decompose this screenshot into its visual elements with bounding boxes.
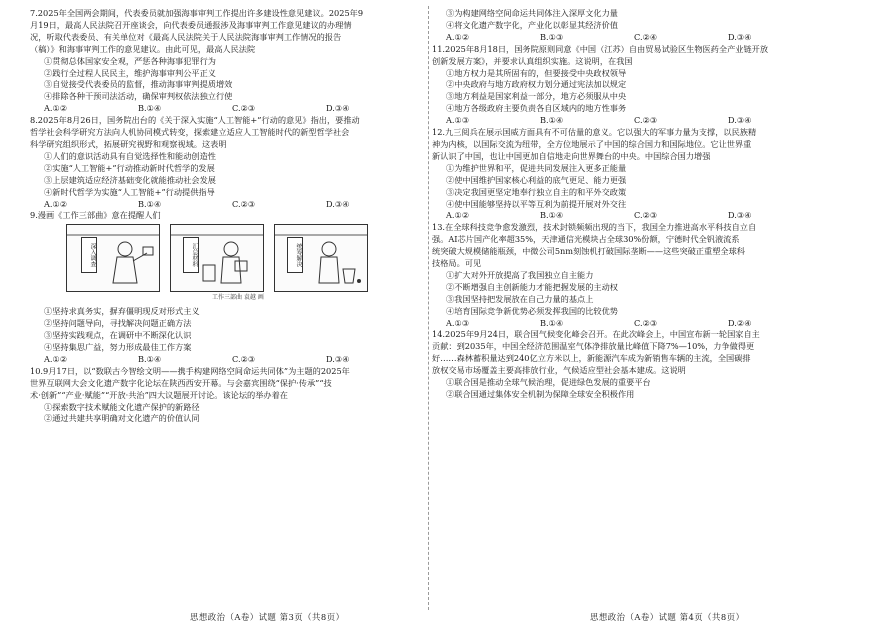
question-line: 况，听取代表委员、有关单位对《最高人民法院关于人民法院海事审判工作情况的报告 (30, 31, 342, 42)
choice-a: A.①② (44, 198, 68, 209)
statement-option: ①扩大对外开放提高了我国独立自主能力 (446, 269, 594, 280)
question-13 (432, 222, 836, 329)
choice-a: A.①② (446, 210, 470, 221)
comic-sign-1: 深入调查 (81, 237, 97, 273)
comic-sign-3: 统筹解决 (287, 237, 303, 273)
answer-choices (30, 199, 434, 211)
statement-option: ④新时代哲学为实施“人工智能+”行动提供指导 (44, 186, 215, 197)
choice-b: B.①④ (540, 317, 564, 328)
statement-option: ①人们的意识活动具有自觉选择性和能动创造性 (44, 150, 216, 161)
question-line: 11.2025年8月18日，国务院原则同意《中国（江苏）自由贸易试验区生物医药全产业链开放 (432, 43, 769, 54)
comic-image (66, 224, 366, 304)
statement-option: ③上层建筑适应经济基础变化就能推动社会发展 (44, 174, 216, 185)
choice-b: B.①③ (540, 31, 564, 42)
comic-panel-2 (170, 224, 264, 292)
choice-a: A.①② (446, 31, 470, 42)
choice-b: B.①④ (540, 115, 564, 126)
question-10-continued (432, 8, 836, 44)
comic-caption: 工作三部曲 袁越 画 (212, 294, 264, 302)
choice-a: A.①② (44, 103, 68, 114)
statement-option: ④使中国能够坚持以平等互利为前提开展对外交往 (446, 198, 627, 209)
statement-option: ④培育国际竞争新优势必须发挥我国的比较优势 (446, 305, 618, 316)
statement-option: ③我国坚持把发展放在自己力量的基点上 (446, 293, 594, 304)
left-column (30, 8, 434, 425)
question-line: （稿）》和海事审判工作的意见建议。由此可见，最高人民法院 (30, 43, 256, 54)
statement-option: ①贯彻总体国家安全观，严惩各种海事犯罪行为 (44, 55, 216, 66)
choice-b: B.①④ (138, 353, 162, 364)
statement-option: ②践行全过程人民民主，维护海事审判公平正义 (44, 67, 216, 78)
question-7 (30, 8, 434, 115)
statement-option: ②实施“人工智能+”行动推动新时代哲学的发展 (44, 162, 215, 173)
choice-c: C.②③ (634, 210, 658, 221)
statement-option: ②使中国维护国家核心利益的底气更足、能力更强 (446, 174, 627, 185)
choice-c: C.②③ (232, 353, 256, 364)
question-line: 12.九三阅兵在展示国威方面具有不可估量的意义。它以强大的军事力量为支撑，以民族精 (432, 127, 757, 138)
choice-d: D.③④ (326, 198, 350, 209)
statement-option: ②坚持问题导向，寻找解决问题正确方法 (44, 318, 192, 329)
choice-d: D.③④ (326, 353, 350, 364)
question-line: 统突破大规模储能瓶颈，中微公司5nm刻蚀机打破国际垄断——这些突破正重塑全球科 (432, 246, 745, 257)
comic-sign-2: 汇总材料 (183, 237, 199, 273)
statement-option: ①探索数字技术赋能文化遗产保护的新路径 (44, 401, 200, 412)
question-9 (30, 210, 434, 365)
choice-d: D.③④ (728, 210, 752, 221)
question-line: 世界互联网大会文化遗产数字化论坛在陕西西安开幕。与会嘉宾围绕“保护·传承”“技 (30, 377, 332, 388)
answer-choices (432, 318, 836, 330)
answer-choices (30, 103, 434, 115)
choice-d: D.③④ (728, 115, 752, 126)
choice-a: A.①③ (446, 115, 470, 126)
statement-option: ③坚持实践观点，在调研中不断深化认识 (44, 330, 192, 341)
question-line: 8.2025年8月26日，国务院出台的《关于深入实施“人工智能+”行动的意见》指出，要推动 (30, 115, 360, 126)
statement-option: ④排除各种干预司法活动，确保审判权依法独立行使 (44, 91, 233, 102)
statement-option: ④将文化遗产数字化，产业化以彰显其经济价值 (446, 19, 618, 30)
question-line: 新认识了中国，也让中国更加自信地走向世界舞台的中央。中国综合国力增强 (432, 150, 711, 161)
page-footer-right: 思想政治（A卷）试题 第4页（共8页） (590, 612, 745, 622)
choice-a: A.①② (44, 353, 68, 364)
question-line: 技格局。可见 (432, 258, 482, 269)
question-line: 哲学社会科学研究方法向人机协同模式转变，探索建立适应人工智能时代的新型哲学社会 (30, 127, 350, 138)
question-line: 强。AI芯片国产化率超35%，天津通信光模块占全球30%份额，宁德时代全钒液流系 (432, 234, 740, 245)
question-line: 9.漫画《工作三部曲》意在提醒人们 (30, 210, 161, 221)
choice-a: A.①③ (446, 317, 470, 328)
statement-option: ①为维护世界和平，促进共同发展注入更多正能量 (446, 162, 627, 173)
question-line: 7.2025年全国两会期间，代表委员就加强海事审判工作提出许多建设性意见建议。2025年9 (30, 8, 364, 18)
comic-panel-3 (274, 224, 368, 292)
statement-option: ①坚持求真务实，摒弃僵明现反对形式主义 (44, 306, 200, 317)
statement-option: ③自觉接受代表委员的监督，推动海事审判提质增效 (44, 79, 233, 90)
question-line: 术·创新”“产业·赋能”“开放·共治”四大议题展开讨论。该论坛的举办着在 (30, 389, 288, 400)
page-divider (428, 6, 429, 610)
answer-choices (432, 115, 836, 127)
choice-b: B.①④ (540, 210, 564, 221)
statement-option: ②中央政府与地方政府权力划分通过宪法加以规定 (446, 79, 627, 90)
question-14 (432, 329, 836, 400)
question-8 (30, 115, 434, 210)
question-line: 13.在全球科技竞争愈发激烈，技术封锁频频出现的当下，我国全力推进高水平科技自立自 (432, 222, 757, 233)
answer-choices (432, 32, 836, 44)
choice-c: C.②③ (232, 103, 256, 114)
statement-option: ①联合国是推动全球气候治理，促进绿色发展的重要平台 (446, 377, 651, 388)
question-line: 14.2025年9月24日，联合国气候变化峰会召开。在此次峰会上，中国宣布新一轮国家自主 (432, 329, 760, 340)
statement-option: ④地方各级政府主要负责各自区域内的地方性事务 (446, 103, 627, 114)
statement-option: ①地方权力是其所固有的，但要接受中央政权领导 (446, 67, 627, 78)
answer-choices (30, 354, 434, 366)
choice-c: C.②③ (634, 317, 658, 328)
choice-d: D.③④ (326, 103, 350, 114)
choice-b: B.①④ (138, 103, 162, 114)
comic-panel-1 (66, 224, 160, 292)
question-line: 月19日，最高人民法院召开座谈会，向代表委员通报涉及海事审判工作意见建议的办理情 (30, 19, 352, 30)
statement-option: ②通过共建共享明确对文化遗产的价值认同 (44, 413, 200, 424)
statement-option: ③为构建网络空间命运共同体注入深厚文化力量 (446, 8, 618, 18)
statement-option: ②联合国通过集体安全机制为保障全球安全积极作用 (446, 389, 635, 399)
question-12 (432, 127, 836, 222)
answer-choices (432, 210, 836, 222)
choice-d: D.③④ (728, 31, 752, 42)
question-line: 好……森林蓄积量达到240亿立方米以上，新能源汽车成为新销售车辆的主流，全国碳排 (432, 353, 751, 364)
statement-option: ②不断增强自主创新能力才能把握发展的主动权 (446, 281, 618, 292)
statement-option: ③决定我国更坚定地奉行独立自主的和平外交政策 (446, 186, 627, 197)
statement-option: ④坚持集思广益，努力形成最佳工作方案 (44, 342, 192, 353)
choice-c: C.②③ (232, 198, 256, 209)
question-10 (30, 366, 434, 426)
question-line: 创新发展方案》，并要求认真组织实施。这说明，在我国 (432, 55, 633, 66)
question-line: 贡献：到2035年，中国全经济范围温室气体净排放量比峰值下降7%—10%，力争做得更 (432, 341, 755, 352)
question-11 (432, 44, 836, 127)
choice-c: C.②③ (634, 115, 658, 126)
question-line: 10.9月17日，以“数联古今智绘文明——携手构建网络空间命运共同体”为主题的2025年 (30, 365, 350, 376)
page-footer-left: 思想政治（A卷）试题 第3页（共8页） (190, 612, 345, 622)
choice-b: B.①④ (138, 198, 162, 209)
question-line: 神为内核，以国际交流为纽带，全方位地展示了中国的综合国力和国际地位。它让世界重 (432, 138, 752, 149)
question-line: 科学研究组织形式，拓展研究视野和观察视域。这表明 (30, 138, 227, 149)
statement-option: ③地方利益是国家利益一部分，地方必须服从中央 (446, 91, 627, 102)
choice-c: C.②④ (634, 31, 658, 42)
question-line: 放权交易市场覆盖主要高排放行业，气候适应型社会基本建成。这说明 (432, 365, 686, 376)
right-column (432, 8, 836, 401)
choice-d: D.②④ (728, 317, 752, 328)
